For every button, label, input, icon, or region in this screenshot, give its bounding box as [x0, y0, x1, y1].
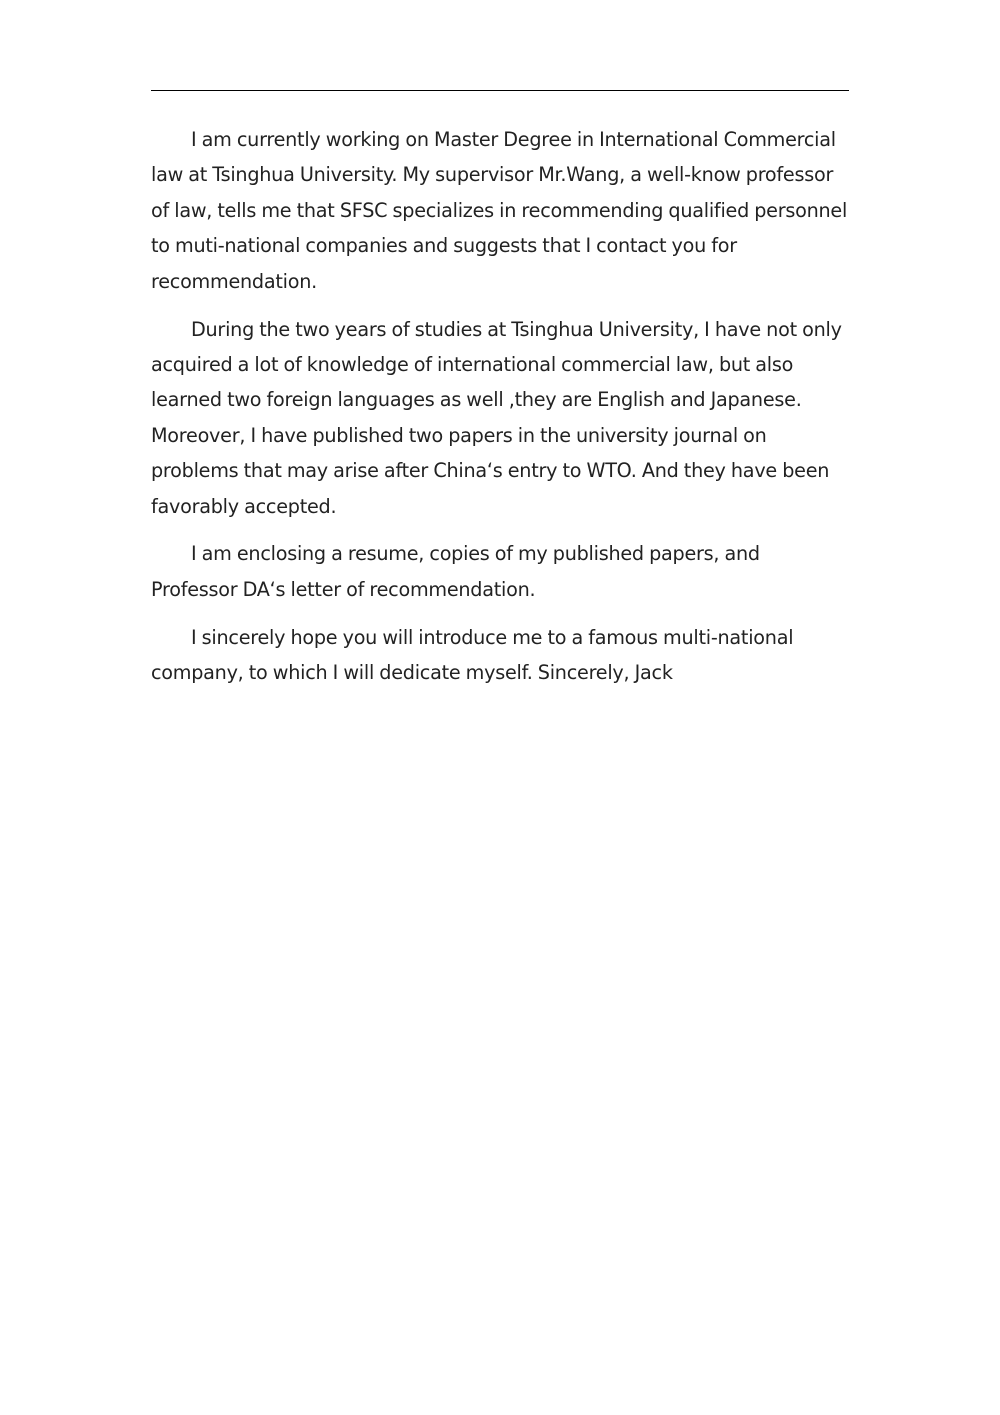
header-rule — [151, 90, 849, 91]
paragraph-qualifications: During the two years of studies at Tsinghua University, I have not only acquired a lot of knowledge of international commercial law, but also learned two foreign languages as well ,they are English and Japanese. Moreover, I have published two papers in the university journal on problems that may arise after China‘s entry to WTO. And they have been favorably accepted. — [151, 317, 842, 518]
paragraph-enclosures: I am enclosing a resume, copies of my published papers, and Professor DA‘s letter of recommendation. — [151, 542, 760, 601]
paragraph-closing: I sincerely hope you will introduce me to a famous multi-national company, to which I will dedicate myself. Sincerely, Jack — [151, 625, 794, 685]
letter-body — [151, 122, 849, 703]
paragraph-introduction: I am currently working on Master Degree in International Commercial law at Tsinghua University. My supervisor Mr.Wang, a well-know professor of law, tells me that SFSC specializes in recommending qualified personnel to muti-national companies and suggests that I contact you for recommendation. — [151, 128, 848, 293]
